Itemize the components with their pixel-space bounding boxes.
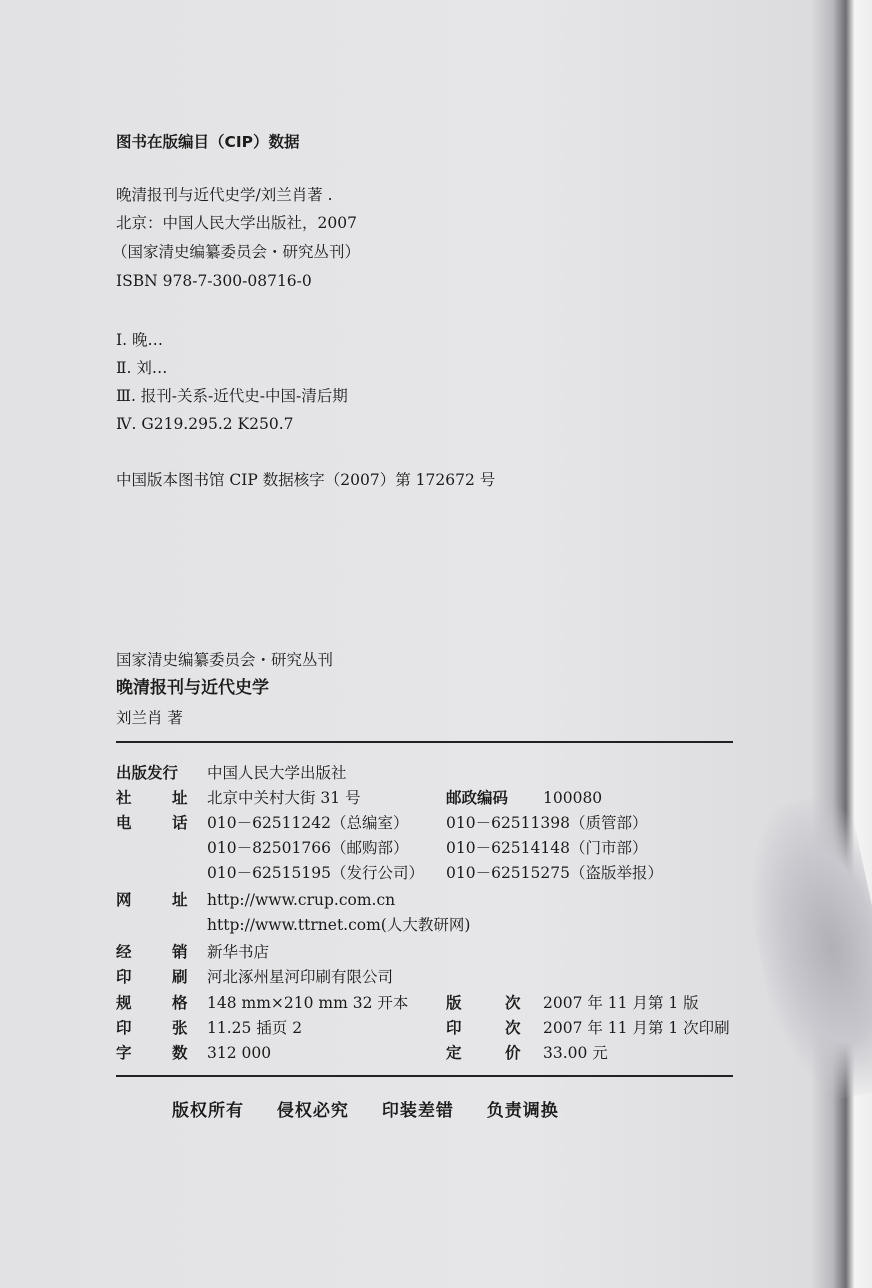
- label: 定: [446, 1044, 462, 1062]
- cip-core-number: 中国版本图书馆 CIP 数据核字（2007）第 172672 号: [116, 471, 496, 489]
- label: 刷: [172, 968, 188, 986]
- copyright-notice: [172, 1096, 585, 1121]
- label: 张: [172, 1019, 188, 1037]
- printer: 河北涿州星河印刷有限公司: [207, 968, 394, 986]
- label: 网: [116, 891, 132, 909]
- label: 次: [505, 1019, 521, 1037]
- publisher: 中国人民大学出版社: [207, 764, 347, 782]
- format: 148 mm×210 mm 32 开本: [207, 994, 409, 1012]
- label: 数: [172, 1044, 188, 1062]
- cip-subject: Ⅰ. 晚…: [116, 331, 163, 349]
- label: 字: [116, 1044, 132, 1062]
- book-title: 晚清报刊与近代史学: [116, 678, 269, 698]
- website: http://www.ttrnet.com(人大教研网): [207, 916, 471, 934]
- cip-heading: 图书在版编目（CIP）数据: [116, 133, 300, 151]
- printing: 2007 年 11 月第 1 次印刷: [543, 1019, 730, 1037]
- label: 经: [116, 943, 132, 961]
- postal-code: 100080: [543, 789, 603, 807]
- cip-line: （国家清史编纂委员会・研究丛刊）: [112, 243, 361, 261]
- phone: 010－82501766（邮购部）: [207, 839, 409, 857]
- label: 次: [505, 994, 521, 1012]
- phone: 010－62511242（总编室）: [207, 814, 409, 832]
- cip-subject: Ⅱ. 刘…: [116, 359, 168, 377]
- footer-phrase: 印装差错: [381, 1101, 454, 1121]
- address: 北京中关村大街 31 号: [207, 789, 361, 807]
- cip-line: 北京：中国人民大学出版社，2007: [116, 214, 357, 232]
- label: 格: [172, 994, 188, 1012]
- label: 址: [172, 789, 188, 807]
- label: 印: [116, 1019, 132, 1037]
- label: 印: [446, 1019, 462, 1037]
- cip-line: 晚清报刊与近代史学/刘兰肖著 .: [116, 186, 333, 204]
- website: http://www.crup.com.cn: [207, 891, 396, 909]
- phone: 010－62515275（盗版举报）: [446, 864, 663, 882]
- label: 印: [116, 968, 132, 986]
- library-stamp: [730, 791, 872, 1109]
- cip-subject: Ⅳ. G219.295.2 K250.7: [116, 415, 294, 433]
- footer-phrase: 版权所有: [172, 1101, 244, 1121]
- cip-subject: Ⅲ. 报刊-关系-近代史-中国-清后期: [116, 387, 348, 405]
- edition: 2007 年 11 月第 1 版: [543, 994, 699, 1012]
- price: 33.00 元: [543, 1044, 608, 1062]
- label: 电: [116, 814, 132, 832]
- divider: [116, 1075, 733, 1077]
- footer-phrase: 侵权必究: [276, 1101, 349, 1121]
- label: 价: [505, 1044, 521, 1062]
- label: 规: [116, 994, 132, 1012]
- label: 销: [172, 943, 188, 961]
- distributor: 新华书店: [207, 943, 270, 961]
- label: 版: [446, 994, 462, 1012]
- phone: 010－62514148（门市部）: [446, 839, 648, 857]
- publisher-label: 出版发行: [116, 764, 179, 782]
- phone: 010－62511398（质管部）: [446, 814, 648, 832]
- series-name: 国家清史编纂委员会・研究丛刊: [116, 651, 334, 669]
- label: 话: [172, 814, 188, 832]
- book-author: 刘兰肖 著: [116, 709, 183, 727]
- word-count: 312 000: [207, 1044, 272, 1062]
- cip-isbn: ISBN 978-7-300-08716-0: [116, 272, 312, 290]
- phone: 010－62515195（发行公司）: [207, 864, 424, 882]
- label: 社: [116, 789, 132, 807]
- divider: [116, 741, 733, 743]
- label: 址: [172, 891, 188, 909]
- sheets: 11.25 插页 2: [207, 1019, 303, 1037]
- postal-label: 邮政编码: [446, 789, 509, 807]
- footer-phrase: 负责调换: [486, 1101, 559, 1121]
